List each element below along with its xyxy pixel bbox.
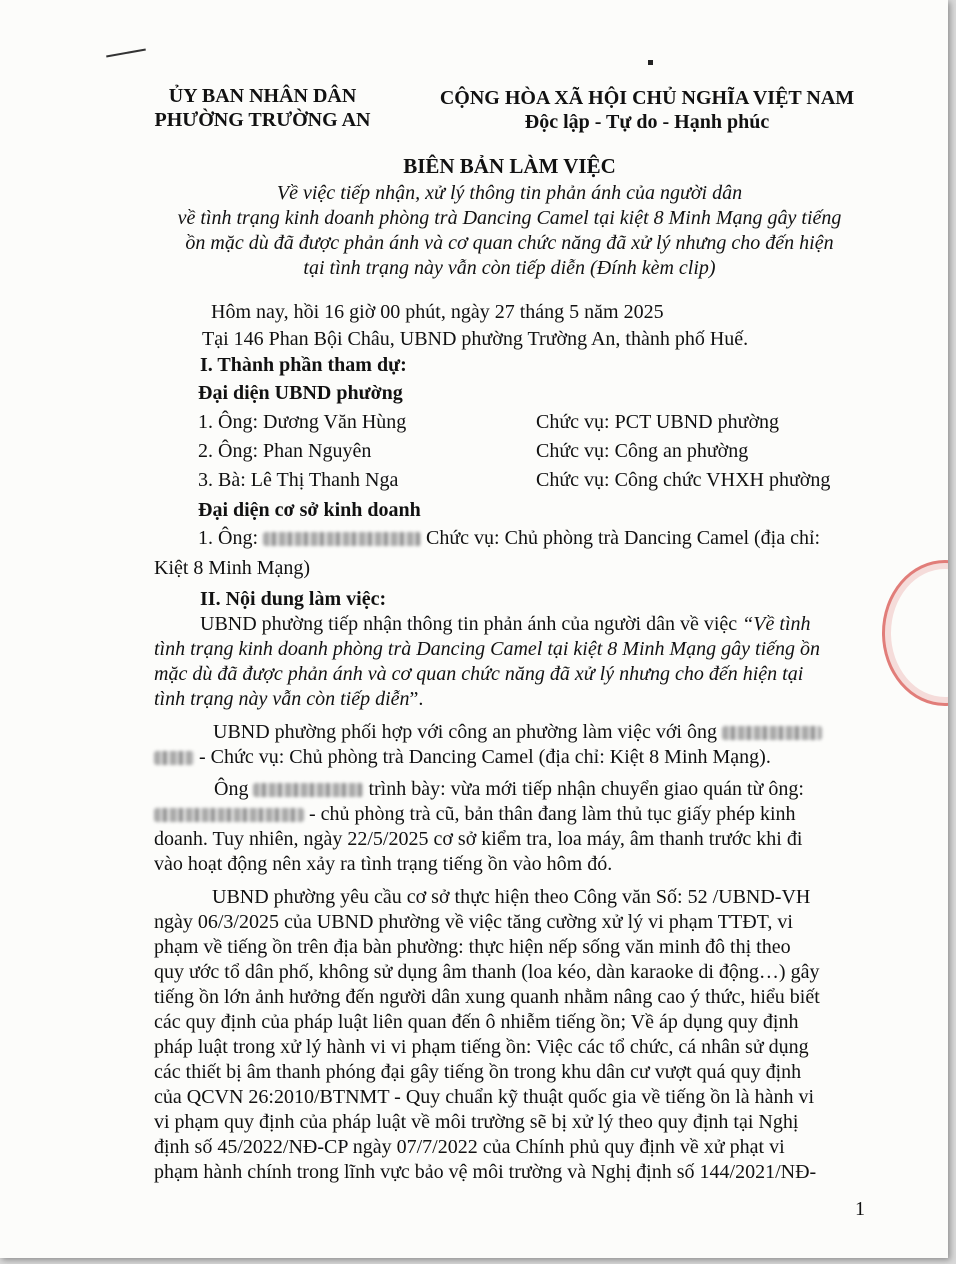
paragraph-4-line: phạm hành chính trong lĩnh vực bảo vệ môi trường và Nghị định số 144/2021/NĐ- [154, 1161, 817, 1183]
rep-prefix: 1. Ông: [198, 527, 258, 549]
text-run: trình bày: vừa mới tiếp nhận chuyển giao quán từ ông: [368, 778, 804, 800]
member-role: Chức vụ: PCT UBND phường [536, 411, 780, 433]
nation-line-2: Độc lập - Tự do - Hạnh phúc [524, 111, 770, 133]
rep-address: Kiệt 8 Minh Mạng) [154, 557, 311, 579]
redacted-name [253, 783, 363, 797]
quote-start: “Về tình [742, 613, 811, 635]
business-rep-line [198, 525, 820, 551]
redacted-name [263, 532, 421, 546]
paragraph-4-line: tiếng ồn lớn ảnh hưởng đến người dân xung quanh nhằm nâng cao ý thức, hiểu biết [154, 986, 820, 1008]
intro-time: Hôm nay, hồi 16 giờ 00 phút, ngày 27 tháng 5 năm 2025 [211, 301, 664, 323]
paragraph-3-line: doanh. Tuy nhiên, ngày 22/5/2025 cơ sở kiểm tra, loa máy, âm thanh trước khi đi [154, 828, 803, 850]
paragraph-2-line [154, 744, 771, 770]
page-number: 1 [855, 1198, 865, 1220]
member-name: 3. Bà: Lê Thị Thanh Nga [198, 469, 399, 491]
org-line-2: PHƯỜNG TRƯỜNG AN [154, 109, 371, 131]
text-run: Ông [214, 778, 249, 800]
group-1-heading: Đại diện UBND phường [198, 382, 403, 404]
paragraph-4-line: các thiết bị âm thanh phóng đại gây tiếng ồn trong khu dân cư vượt quá quy định [154, 1061, 802, 1083]
nation-line-1: CỘNG HÒA XÃ HỘI CHỦ NGHĨA VIỆT NAM [439, 87, 855, 109]
paragraph-3-line [214, 776, 804, 802]
paragraph-1-line: mặc dù đã được phản ánh và cơ quan chức năng đã xử lý nhưng cho đến hiện tại [154, 663, 804, 685]
paragraph-4-line: định số 45/2022/NĐ-CP ngày 07/7/2022 của Chính phủ quy định về xử phạt vi [154, 1136, 785, 1158]
redacted-name [154, 808, 304, 822]
subtitle-line-2: về tình trạng kinh doanh phòng trà Dancing Camel tại kiệt 8 Minh Mạng gây tiếng [177, 207, 842, 229]
subtitle-line-4: tại tình trạng này vẫn còn tiếp diễn (Đính kèm clip) [303, 257, 716, 279]
paragraph-4-line: quy ước tổ dân phố, không sử dụng âm thanh (loa kéo, dàn karaoke di động…) gây [154, 961, 820, 983]
redacted-name [154, 751, 194, 765]
ink-dot [648, 60, 653, 65]
document-title: BIÊN BẢN LÀM VIỆC [403, 154, 616, 178]
text-run: tình trạng này vẫn còn tiếp diễn [154, 688, 410, 710]
paragraph-4-line: phạm về tiếng ồn trên địa bàn phường: thực hiện nếp sống văn minh đô thị theo [154, 936, 791, 958]
rep-suffix: Chức vụ: Chủ phòng trà Dancing Camel (địa chỉ: [426, 527, 821, 549]
intro-place: Tại 146 Phan Bội Châu, UBND phường Trường An, thành phố Huế. [202, 328, 749, 350]
paragraph-4-line: các quy định của pháp luật liên quan đến ô nhiễm tiếng ồn; Về áp dụng quy định [154, 1011, 799, 1033]
paragraph-1-line [200, 611, 811, 637]
paragraph-3-line [154, 801, 796, 827]
member-name: 1. Ông: Dương Văn Hùng [198, 411, 407, 433]
text-run: - Chức vụ: Chủ phòng trà Dancing Camel (địa chỉ: Kiệt 8 Minh Mạng). [199, 746, 771, 768]
org-line-1: ỦY BAN NHÂN DÂN [168, 85, 357, 107]
subtitle-line-1: Về việc tiếp nhận, xử lý thông tin phản ánh của người dân [276, 182, 743, 204]
paragraph-1-line [154, 686, 423, 712]
paragraph-4-line: ngày 06/3/2025 của UBND phường về việc tăng cường xử lý vi phạm TTĐT, vi [154, 911, 793, 933]
text-run: UBND phường tiếp nhận thông tin phản ánh của người dân về việc [200, 613, 743, 635]
group-2-heading: Đại diện cơ sở kinh doanh [198, 499, 421, 521]
member-role: Chức vụ: Công chức VHXH phường [536, 469, 831, 491]
member-name: 2. Ông: Phan Nguyên [198, 440, 372, 462]
red-seal-stamp [882, 560, 948, 706]
paragraph-4-line: vi phạm quy định của pháp luật về môi trường sẽ bị xử lý theo quy định tại Nghị [154, 1111, 799, 1133]
section-2-heading: II. Nội dung làm việc: [200, 588, 387, 610]
text-run: UBND phường phối hợp với công an phường làm việc với ông [213, 721, 717, 743]
redacted-name [722, 726, 822, 740]
member-role: Chức vụ: Công an phường [536, 440, 749, 462]
paragraph-3-line: vào hoạt động nên xảy ra tình trạng tiếng ồn vào hôm đó. [154, 853, 613, 875]
quote-end: ”. [409, 688, 424, 710]
paragraph-4-line: UBND phường yêu cầu cơ sở thực hiện theo Công văn Số: 52 /UBND-VH [212, 886, 811, 908]
section-1-heading: I. Thành phần tham dự: [200, 354, 407, 376]
paragraph-1-line: tình trạng kinh doanh phòng trà Dancing Camel tại kiệt 8 Minh Mạng gây tiếng ồn [154, 638, 821, 660]
pen-mark [106, 49, 146, 58]
paragraph-4-line: của QCVN 26:2010/BTNMT - Quy chuẩn kỹ thuật quốc gia về tiếng ồn là hành vi [154, 1086, 815, 1108]
text-run: - chủ phòng trà cũ, bản thân đang làm thủ tục giấy phép kinh [309, 803, 796, 825]
paragraph-2-line [213, 719, 822, 745]
paragraph-4-line: pháp luật trong xử lý hành vi vi phạm tiếng ồn: Việc các tổ chức, cá nhân sử dụng [154, 1036, 809, 1058]
subtitle-line-3: ồn mặc dù đã được phản ánh và cơ quan chức năng đã xử lý nhưng cho đến hiện [185, 232, 834, 254]
